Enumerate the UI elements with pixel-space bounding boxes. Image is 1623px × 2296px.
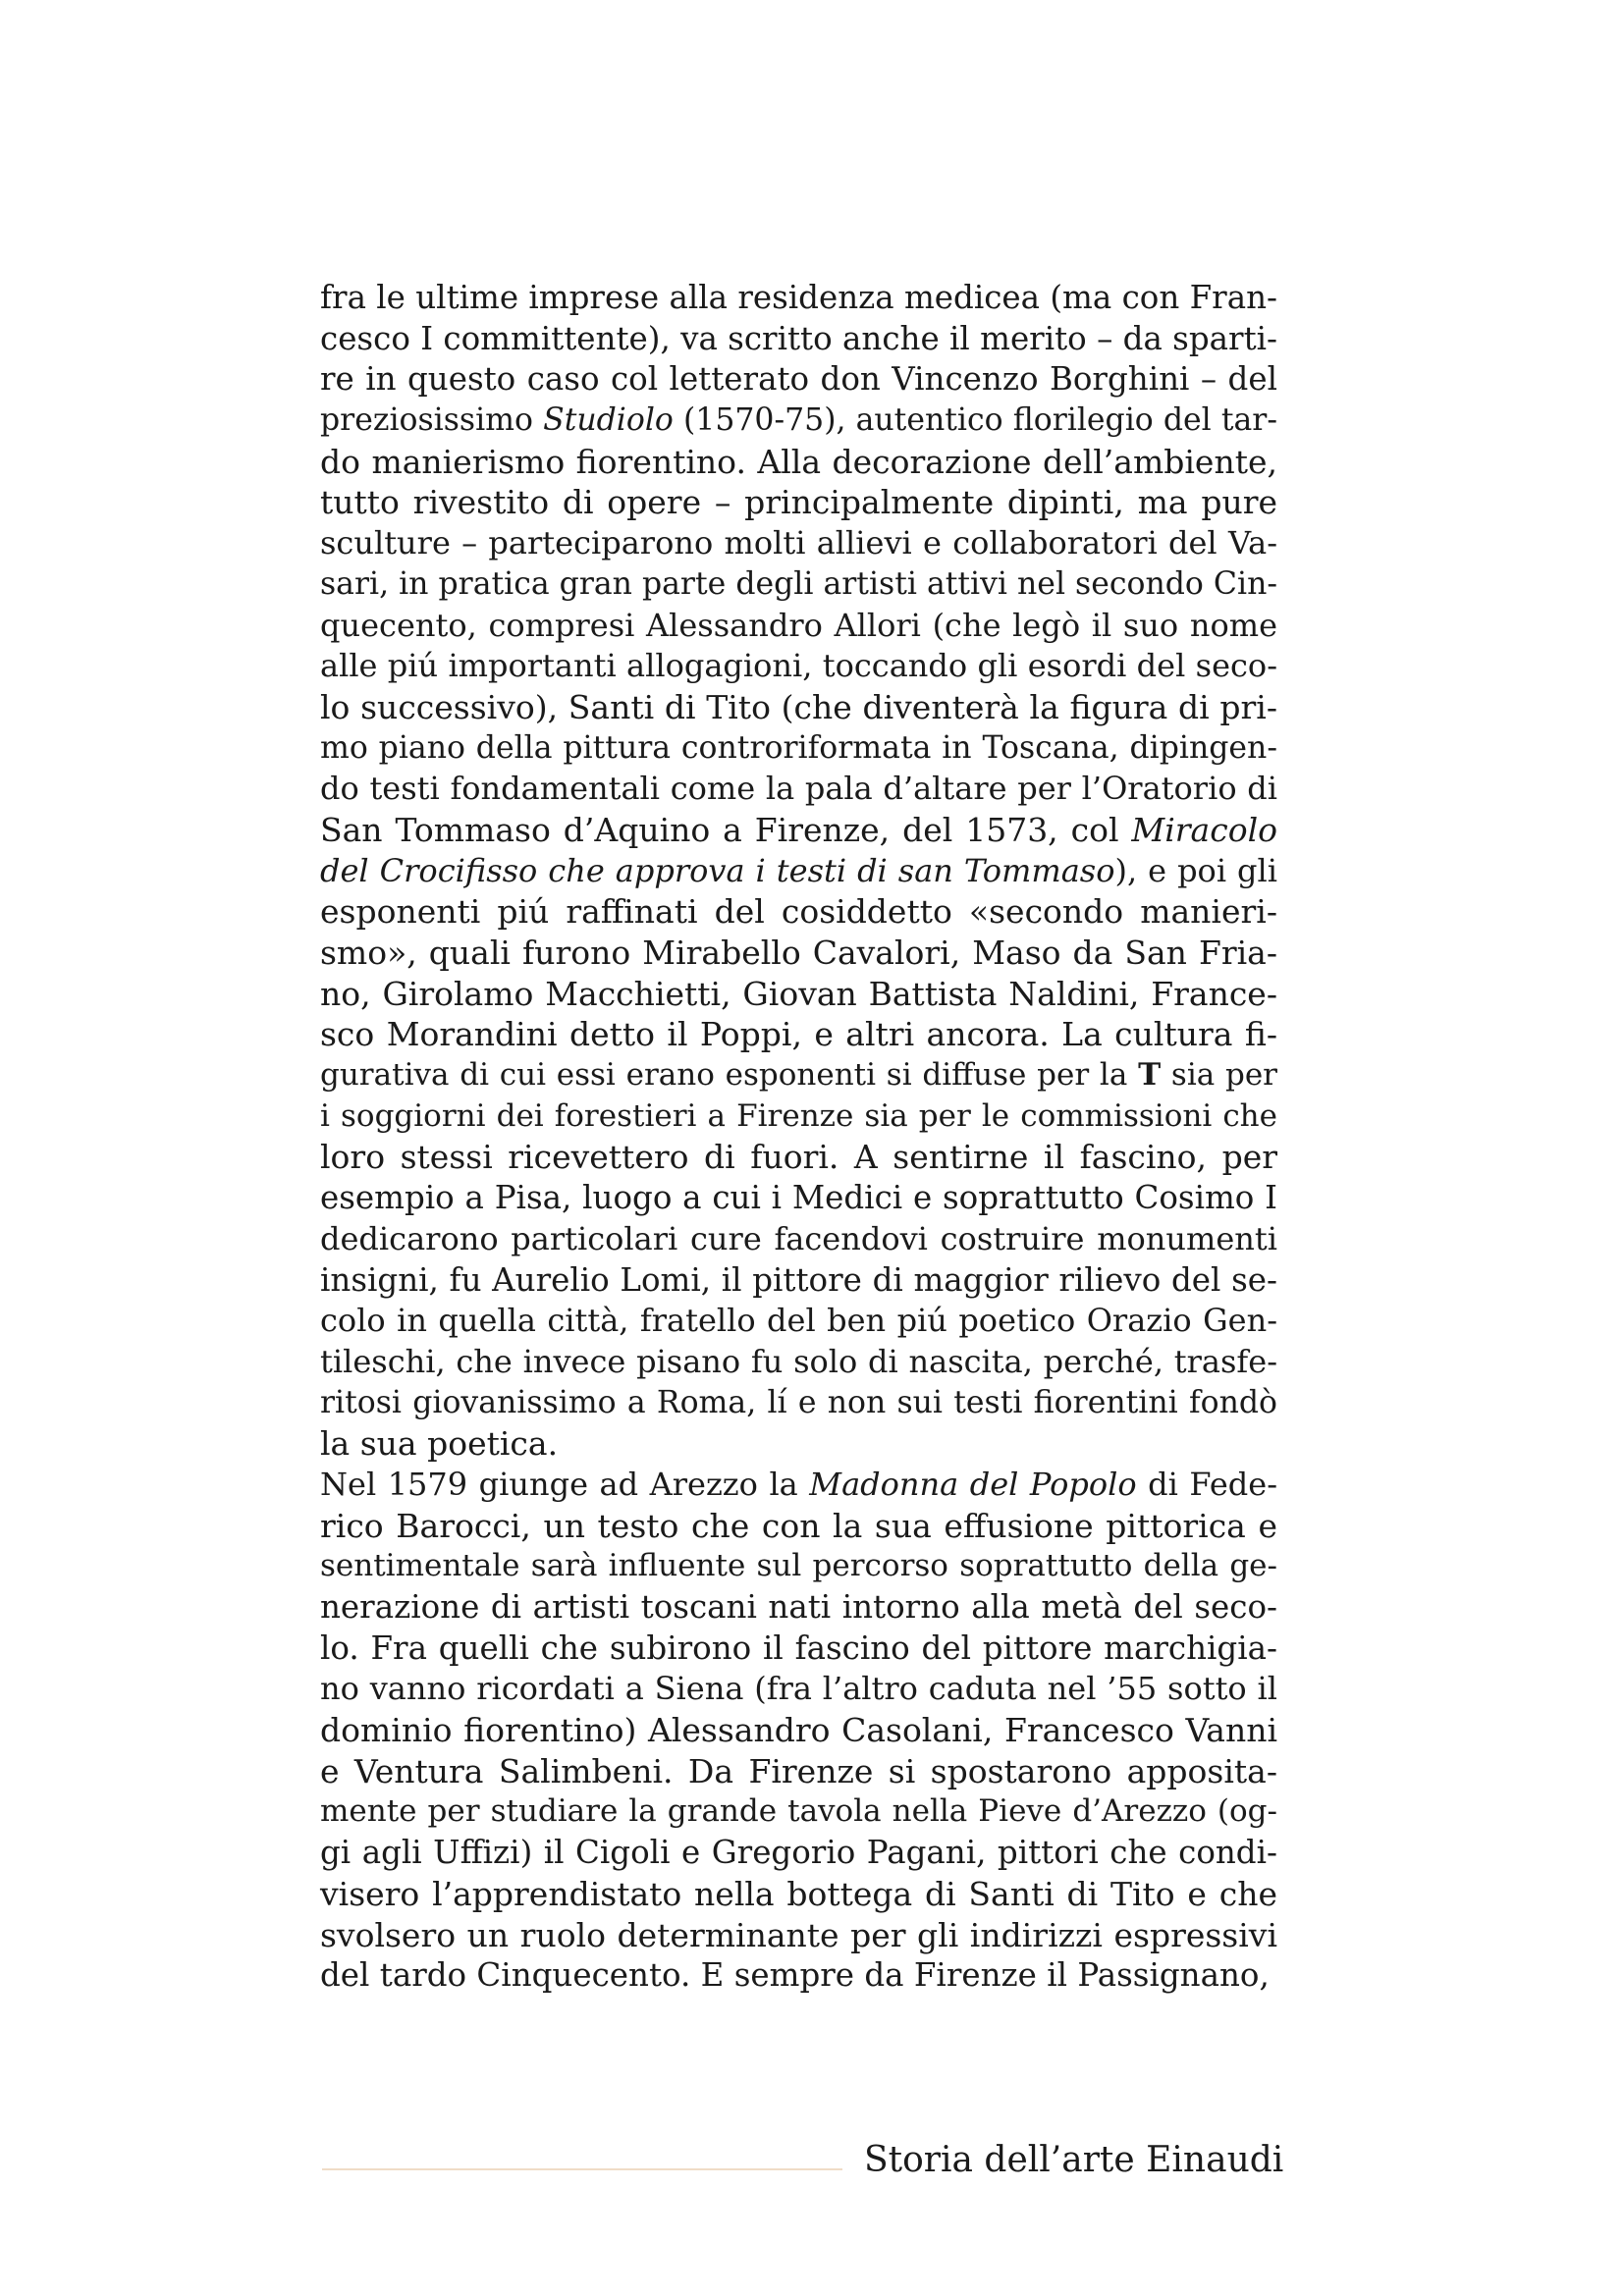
text-run: lo. Fra quelli che subirono il fascino del pittore marchigia-: [320, 1629, 1277, 1667]
text-run: San Tommaso d’Aquino a Firenze, del 1573, col: [320, 810, 1132, 849]
text-run: quecento, compresi Alessandro Allori (che legò il suo nome: [320, 606, 1277, 644]
text-line: [320, 1383, 1277, 1424]
text-line: [320, 1178, 1277, 1219]
text-line: [320, 606, 1277, 647]
text-run: del tardo Cinquecento. E sempre da Firenze il Passignano,: [320, 1956, 1270, 1995]
text-run: sentimentale sarà influente sul percorso soprattutto della ge-: [320, 1548, 1277, 1584]
text-run: no, Girolamo Macchietti, Giovan Battista Naldini, France-: [320, 974, 1277, 1013]
text-run: no vanno ricordati a Siena (fra l’altro caduta nel ’55 sotto il: [320, 1670, 1277, 1708]
text-run: gi agli Uffizi) il Cigoli e Gregorio Pagani, pittori che condi-: [320, 1834, 1277, 1872]
footer-rule: [322, 2168, 842, 2170]
text-run: Nel 1579 giunge ad Arezzo la: [320, 1465, 810, 1503]
text-line: [320, 523, 1277, 564]
text-run: do testi fondamentali come la pala d’altare per l’Oratorio di: [320, 770, 1277, 808]
text-run: sia per: [1161, 1057, 1277, 1094]
text-run: do manierismo fiorentino. Alla decorazione dell’ambiente,: [320, 442, 1277, 481]
text-run: dedicarono particolari cure facendovi costruire monumenti: [320, 1219, 1277, 1257]
text-run: colo in quella città, fratello del ben piú poetico Orazio Gen-: [320, 1302, 1277, 1340]
text-run: del Crocifisso che approva i testi di san Tommaso: [320, 851, 1115, 889]
text-line: [320, 1055, 1277, 1096]
text-line: [320, 1669, 1277, 1710]
footer-title: Storia dell’arte Einaudi: [864, 2140, 1284, 2180]
text-run: smo», quali furono Mirabello Cavalori, Maso da San Fria-: [320, 934, 1277, 972]
text-line: [320, 974, 1277, 1015]
text-run: rico Barocci, un testo che con la sua effusione pittorica e: [320, 1506, 1277, 1545]
text-line: [320, 687, 1277, 728]
text-line: [320, 442, 1277, 483]
text-run: Studiolo: [543, 402, 674, 439]
text-run: mente per studiare la grande tavola nella Pieve d’Arezzo (og-: [320, 1793, 1277, 1830]
text-line: [320, 278, 1277, 319]
text-run: Miracolo: [1131, 810, 1277, 849]
text-run: i soggiorni dei forestieri a Firenze sia per le commissioni che: [320, 1097, 1277, 1134]
text-line: [320, 851, 1277, 892]
text-line: [320, 810, 1277, 851]
text-run: sculture – parteciparono molti allievi e collaboratori del Va-: [320, 524, 1277, 562]
text-line: [320, 1546, 1277, 1587]
text-run: mo piano della pittura controriformata in Toscana, dipingen-: [320, 729, 1277, 766]
text-line: [320, 1587, 1277, 1629]
text-run: insigni, fu Aurelio Lomi, il pittore di maggior rilievo del se-: [320, 1260, 1277, 1299]
text-line: [320, 359, 1277, 400]
text-line: [320, 1137, 1277, 1178]
text-run: (1570-75), autentico florilegio del tar-: [673, 402, 1277, 439]
text-run: tileschi, che invece pisano fu solo di nascita, perché, trasfe-: [320, 1342, 1277, 1380]
text-line: [320, 1506, 1277, 1547]
text-run: nerazione di artisti toscani nati intorno alla metà del seco-: [320, 1588, 1277, 1626]
text-run: lo successivo), Santi di Tito (che diventerà la figura di pri-: [320, 687, 1277, 726]
text-run: re in questo caso col letterato don Vincenzo Borghini – del: [320, 360, 1277, 399]
text-line: [320, 728, 1277, 770]
text-run: gurativa di cui essi erano esponenti si diffuse per la: [320, 1057, 1139, 1094]
text-run: loro stessi ricevettero di fuori. A sentirne il fascino, per: [320, 1138, 1277, 1177]
text-line: [320, 1629, 1277, 1670]
text-run: visero l’apprendistato nella bottega di Santi di Tito e che: [320, 1874, 1277, 1913]
text-run: esponenti piú raffinati del cosiddetto «secondo manieri-: [320, 892, 1277, 932]
text-run: fra le ultime imprese alla residenza medicea (ma con Fran-: [320, 279, 1277, 316]
text-line: [320, 1915, 1277, 1956]
text-run: di Fede-: [1136, 1465, 1278, 1503]
text-line: [320, 1219, 1277, 1260]
text-run: esempio a Pisa, luogo a cui i Medici e soprattutto Cosimo I: [320, 1179, 1277, 1217]
text-run: ritosi giovanissimo a Roma, lí e non sui testi fiorentini fondò: [320, 1384, 1277, 1420]
text-run: e Ventura Salimbeni. Da Firenze si spostarono apposita-: [320, 1751, 1277, 1790]
text-line: [320, 1874, 1277, 1915]
text-run: sari, in pratica gran parte degli artisti attivi nel secondo Cin-: [320, 565, 1277, 602]
text-line: [320, 1465, 1277, 1506]
body-text: [320, 278, 1277, 1997]
text-line: [320, 482, 1277, 523]
text-line: [320, 1014, 1277, 1055]
text-line: [320, 1342, 1277, 1383]
text-line: [320, 1301, 1277, 1342]
text-line: [320, 1751, 1277, 1792]
text-run: T: [1138, 1057, 1162, 1094]
text-line: [320, 1710, 1277, 1751]
text-run: la sua poetica.: [320, 1424, 559, 1464]
text-run: ), e poi gli: [1114, 851, 1278, 889]
text-line: [320, 1955, 1277, 1997]
text-line: [320, 1833, 1277, 1874]
text-line: [320, 933, 1277, 974]
text-run: preziosissimo: [320, 402, 544, 439]
text-run: dominio fiorentino) Alessandro Casolani, Francesco Vanni: [320, 1711, 1277, 1750]
text-run: svolsero un ruolo determinante per gli indirizzi espressivi: [320, 1915, 1277, 1954]
text-run: cesco I committente), va scritto anche il merito – da sparti-: [320, 319, 1277, 357]
text-line: [320, 1096, 1277, 1138]
text-run: alle piú importanti allogagioni, toccando gli esordi del seco-: [320, 647, 1277, 685]
text-line: [320, 1260, 1277, 1302]
text-line: [320, 1791, 1277, 1833]
text-line: [320, 646, 1277, 687]
text-line: [320, 1423, 1277, 1465]
text-line: [320, 564, 1277, 606]
text-run: sco Morandini detto il Poppi, e altri ancora. La cultura fi-: [320, 1015, 1277, 1054]
text-line: [320, 891, 1277, 933]
text-line: [320, 400, 1277, 442]
text-run: Madonna del Popolo: [809, 1465, 1137, 1503]
text-line: [320, 769, 1277, 810]
text-run: tutto rivestito di opere – principalmente dipinti, ma pure: [320, 483, 1277, 522]
text-line: [320, 319, 1277, 360]
